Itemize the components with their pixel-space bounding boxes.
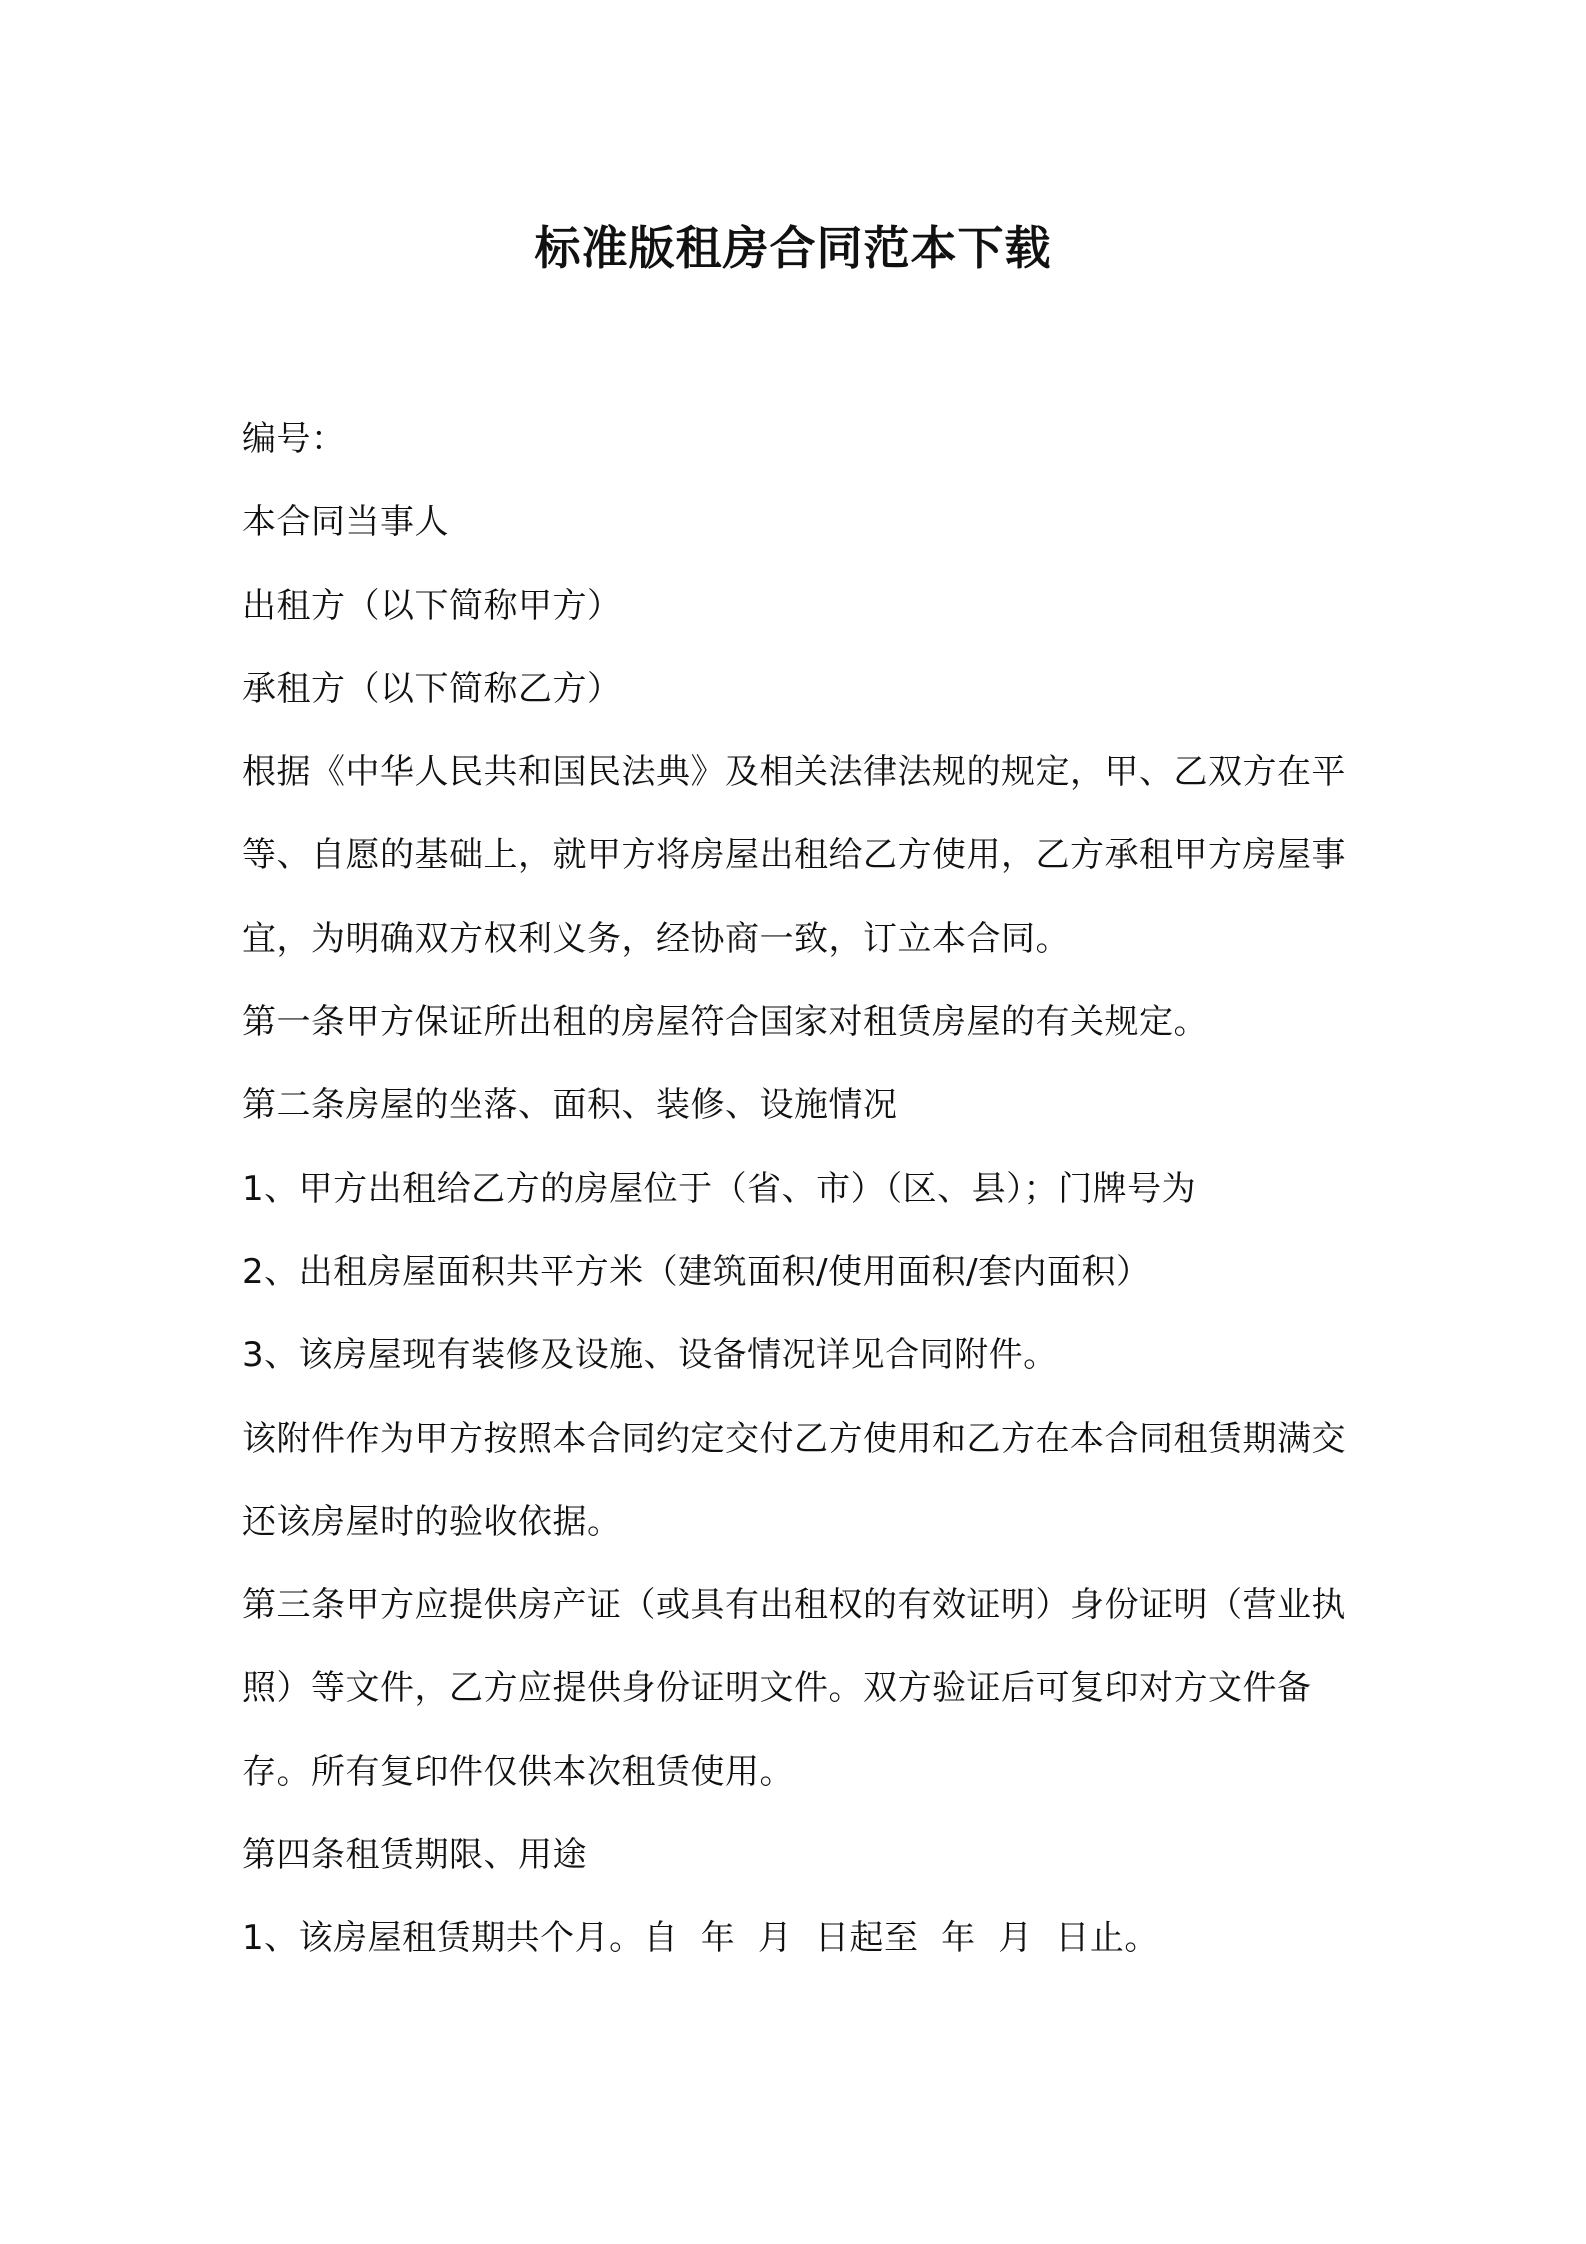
paragraph-preamble: 根据《中华人民共和国民法典》及相关法律法规的规定，甲、乙双方在平等、自愿的基础上，就甲方将房屋出租给乙方使用，乙方承租甲方房屋事宜，为明确双方权利义务，经协商一致，订立本合同。 [242, 752, 1346, 959]
paragraph-article-4-heading: 第四条租赁期限、用途 [242, 1835, 587, 1876]
paragraph-article-2-item-1: 1、甲方出租给乙方的房屋位于（省、市）（区、县）；门牌号为 [242, 1168, 1197, 1209]
paragraph-article-2-heading: 第二条房屋的坐落、面积、装修、设施情况 [242, 1085, 898, 1126]
paragraph-lessor: 出租方（以下简称甲方） [242, 585, 622, 626]
paragraph-article-3: 第三条甲方应提供房产证（或具有出租权的有效证明）身份证明（营业执照）等文件，乙方应提供身份证明文件。双方验证后可复印对方文件备存。所有复印件仅供本次租赁使用。 [242, 1585, 1346, 1792]
paragraph-attachment-note: 该附件作为甲方按照本合同约定交付乙方使用和乙方在本合同租赁期满交还该房屋时的验收依据。 [242, 1418, 1346, 1542]
paragraph-parties-heading: 本合同当事人 [242, 502, 449, 543]
document-body [242, 398, 1362, 1981]
paragraph-lessee: 承租方（以下简称乙方） [242, 668, 622, 709]
paragraph-article-2-item-3: 3、该房屋现有装修及设施、设备情况详见合同附件。 [242, 1335, 1058, 1376]
paragraph-article-4-item-1: 1、该房屋租赁期共个月。自 年 月 日起至 年 月 日止。 [242, 1918, 1159, 1959]
document-title: 标准版租房合同范本下载 [534, 221, 1052, 275]
paragraph-article-1: 第一条甲方保证所出租的房屋符合国家对租赁房屋的有关规定。 [242, 1002, 1208, 1043]
paragraph-article-2-item-2: 2、出租房屋面积共平方米（建筑面积/使用面积/套内面积） [242, 1251, 1151, 1292]
paragraph-contract-number: 编号： [242, 419, 346, 459]
